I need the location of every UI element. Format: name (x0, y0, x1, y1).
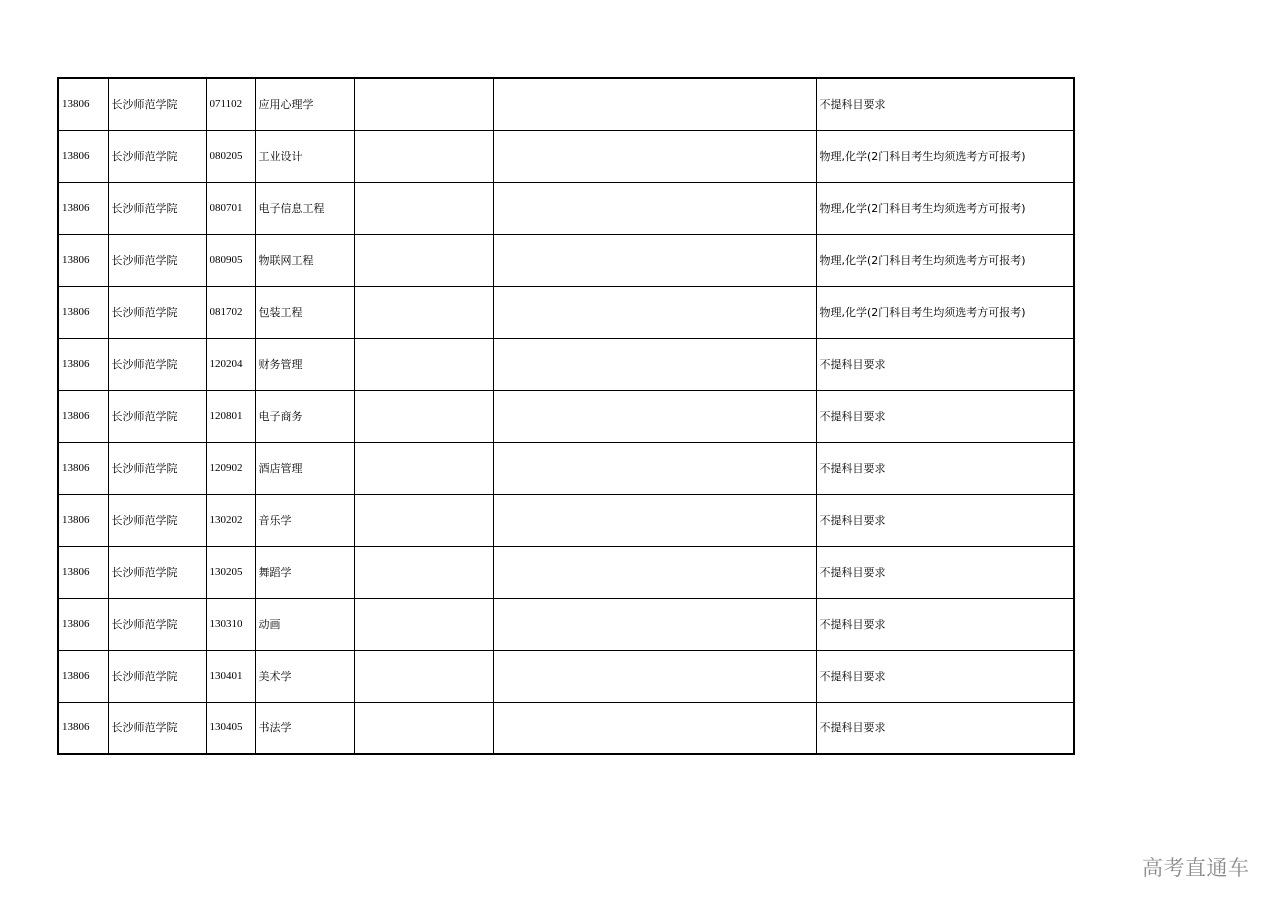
table-row (58, 78, 1074, 130)
blank-cell (493, 130, 816, 182)
subject-requirement-cell: 不提科目要求 (816, 494, 1074, 546)
table-row (58, 650, 1074, 702)
blank-cell (354, 598, 493, 650)
blank-cell (493, 390, 816, 442)
school-code-cell: 13806 (58, 650, 108, 702)
subject-requirement-cell: 不提科目要求 (816, 650, 1074, 702)
table-row (58, 338, 1074, 390)
school-name-cell: 长沙师范学院 (108, 78, 206, 130)
subject-requirement-cell: 不提科目要求 (816, 598, 1074, 650)
table-body (58, 78, 1074, 754)
school-name-cell: 长沙师范学院 (108, 338, 206, 390)
major-name-cell: 工业设计 (255, 130, 354, 182)
blank-cell (493, 338, 816, 390)
major-name-cell: 应用心理学 (255, 78, 354, 130)
school-code-cell: 13806 (58, 338, 108, 390)
table-row (58, 182, 1074, 234)
subject-requirement-cell: 不提科目要求 (816, 78, 1074, 130)
subject-requirement-cell: 不提科目要求 (816, 442, 1074, 494)
major-code-cell: 080701 (206, 182, 255, 234)
watermark: 高考直通车 (1142, 856, 1250, 880)
school-code-cell: 13806 (58, 182, 108, 234)
subject-requirement-cell: 物理,化学(2门科目考生均须选考方可报考) (816, 182, 1074, 234)
school-code-cell: 13806 (58, 286, 108, 338)
school-code-cell: 13806 (58, 234, 108, 286)
major-name-cell: 书法学 (255, 702, 354, 754)
school-name-cell: 长沙师范学院 (108, 546, 206, 598)
subject-requirement-cell: 物理,化学(2门科目考生均须选考方可报考) (816, 130, 1074, 182)
blank-cell (493, 234, 816, 286)
blank-cell (493, 598, 816, 650)
table-row (58, 494, 1074, 546)
major-name-cell: 物联网工程 (255, 234, 354, 286)
blank-cell (354, 130, 493, 182)
blank-cell (493, 494, 816, 546)
school-name-cell: 长沙师范学院 (108, 650, 206, 702)
subject-requirement-cell: 不提科目要求 (816, 390, 1074, 442)
blank-cell (354, 442, 493, 494)
school-name-cell: 长沙师范学院 (108, 390, 206, 442)
blank-cell (354, 338, 493, 390)
major-code-cell: 080205 (206, 130, 255, 182)
major-code-cell: 120902 (206, 442, 255, 494)
subject-requirement-cell: 不提科目要求 (816, 338, 1074, 390)
major-name-cell: 电子商务 (255, 390, 354, 442)
table-row (58, 130, 1074, 182)
blank-cell (354, 234, 493, 286)
blank-cell (493, 650, 816, 702)
major-name-cell: 美术学 (255, 650, 354, 702)
major-name-cell: 音乐学 (255, 494, 354, 546)
school-code-cell: 13806 (58, 130, 108, 182)
school-name-cell: 长沙师范学院 (108, 598, 206, 650)
blank-cell (493, 442, 816, 494)
school-code-cell: 13806 (58, 494, 108, 546)
blank-cell (354, 546, 493, 598)
blank-cell (354, 286, 493, 338)
table-row (58, 598, 1074, 650)
school-code-cell: 13806 (58, 546, 108, 598)
major-code-cell: 130401 (206, 650, 255, 702)
blank-cell (493, 702, 816, 754)
major-code-cell: 130205 (206, 546, 255, 598)
blank-cell (354, 390, 493, 442)
major-name-cell: 包装工程 (255, 286, 354, 338)
table-row (58, 286, 1074, 338)
school-name-cell: 长沙师范学院 (108, 182, 206, 234)
blank-cell (354, 702, 493, 754)
table-row (58, 234, 1074, 286)
subject-requirement-cell: 物理,化学(2门科目考生均须选考方可报考) (816, 234, 1074, 286)
school-name-cell: 长沙师范学院 (108, 286, 206, 338)
major-code-cell: 130202 (206, 494, 255, 546)
subject-requirement-cell: 不提科目要求 (816, 702, 1074, 754)
blank-cell (493, 182, 816, 234)
major-code-cell: 081702 (206, 286, 255, 338)
major-code-cell: 071102 (206, 78, 255, 130)
major-name-cell: 动画 (255, 598, 354, 650)
school-code-cell: 13806 (58, 390, 108, 442)
major-name-cell: 酒店管理 (255, 442, 354, 494)
school-name-cell: 长沙师范学院 (108, 494, 206, 546)
school-code-cell: 13806 (58, 702, 108, 754)
major-code-cell: 130310 (206, 598, 255, 650)
table-row (58, 390, 1074, 442)
subject-requirement-table (57, 77, 1075, 755)
major-name-cell: 电子信息工程 (255, 182, 354, 234)
major-name-cell: 舞蹈学 (255, 546, 354, 598)
school-code-cell: 13806 (58, 598, 108, 650)
major-name-cell: 财务管理 (255, 338, 354, 390)
table-row (58, 546, 1074, 598)
school-name-cell: 长沙师范学院 (108, 130, 206, 182)
table-row (58, 442, 1074, 494)
blank-cell (354, 494, 493, 546)
blank-cell (354, 650, 493, 702)
blank-cell (493, 286, 816, 338)
blank-cell (354, 78, 493, 130)
table-row (58, 702, 1074, 754)
blank-cell (354, 182, 493, 234)
subject-requirement-cell: 物理,化学(2门科目考生均须选考方可报考) (816, 286, 1074, 338)
major-code-cell: 120204 (206, 338, 255, 390)
major-code-cell: 120801 (206, 390, 255, 442)
major-code-cell: 080905 (206, 234, 255, 286)
school-code-cell: 13806 (58, 442, 108, 494)
subject-requirement-cell: 不提科目要求 (816, 546, 1074, 598)
school-code-cell: 13806 (58, 78, 108, 130)
school-name-cell: 长沙师范学院 (108, 702, 206, 754)
major-code-cell: 130405 (206, 702, 255, 754)
subject-requirement-table-container (57, 77, 1075, 755)
school-name-cell: 长沙师范学院 (108, 234, 206, 286)
blank-cell (493, 546, 816, 598)
school-name-cell: 长沙师范学院 (108, 442, 206, 494)
blank-cell (493, 78, 816, 130)
